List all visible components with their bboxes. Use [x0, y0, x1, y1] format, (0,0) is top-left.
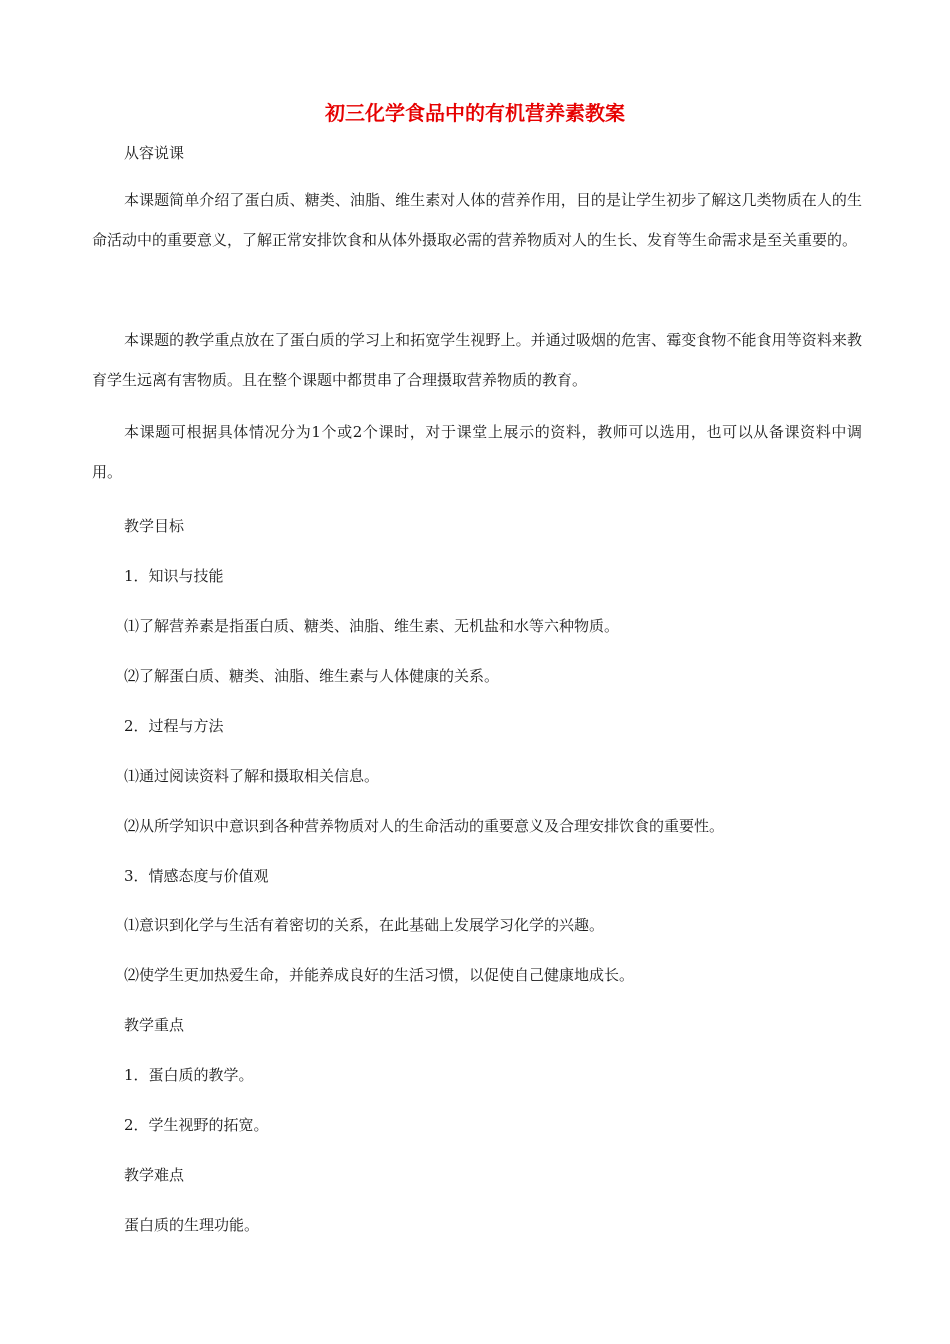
goal-heading-process: 2．过程与方法: [124, 717, 224, 735]
focus-item-1: 1．蛋白质的教学。: [124, 1066, 254, 1084]
section-heading-intro: 从容说课: [124, 144, 185, 162]
document-title: 初三化学食品中的有机营养素教案: [325, 101, 625, 125]
goal-heading-attitude: 3．情感态度与价值观: [124, 867, 269, 885]
difficulty-item-1: 蛋白质的生理功能。: [124, 1216, 260, 1234]
goal-knowledge-item-1: ⑴了解营养素是指蛋白质、糖类、油脂、维生素、无机盐和水等六种物质。: [124, 617, 620, 635]
paragraph-intro-2: 本课题的教学重点放在了蛋白质的学习上和拓宽学生视野上。并通过吸烟的危害、霉变食物不能食用等资料来教育学生远离有害物质。且在整个课题中都贯串了合理摄取营养物质的教育。: [92, 331, 862, 389]
goal-process-item-1: ⑴通过阅读资料了解和摄取相关信息。: [124, 767, 380, 785]
section-heading-difficulty: 教学难点: [124, 1166, 185, 1184]
paragraph-intro-3: 本课题可根据具体情况分为1个或2个课时，对于课堂上展示的资料，教师可以选用，也可以从备课资料中调用。: [92, 423, 862, 481]
goal-heading-knowledge: 1．知识与技能: [124, 567, 224, 585]
paragraph-intro-1: 本课题简单介绍了蛋白质、糖类、油脂、维生素对人体的营养作用，目的是让学生初步了解这几类物质在人的生命活动中的重要意义，了解正常安排饮食和从体外摄取必需的营养物质对人的生长、发育等生命需求是至关重要的。: [92, 191, 862, 249]
goal-attitude-item-2: ⑵使学生更加热爱生命，并能养成良好的生活习惯，以促使自己健康地成长。: [124, 966, 635, 984]
focus-item-2: 2．学生视野的拓宽。: [124, 1116, 269, 1134]
goal-attitude-item-1: ⑴意识到化学与生活有着密切的关系，在此基础上发展学习化学的兴趣。: [124, 916, 605, 934]
section-heading-focus: 教学重点: [124, 1016, 185, 1034]
goal-process-item-2: ⑵从所学知识中意识到各种营养物质对人的生命活动的重要意义及合理安排饮食的重要性。: [124, 817, 725, 835]
section-heading-goals: 教学目标: [124, 517, 185, 535]
goal-knowledge-item-2: ⑵了解蛋白质、糖类、油脂、维生素与人体健康的关系。: [124, 667, 500, 685]
